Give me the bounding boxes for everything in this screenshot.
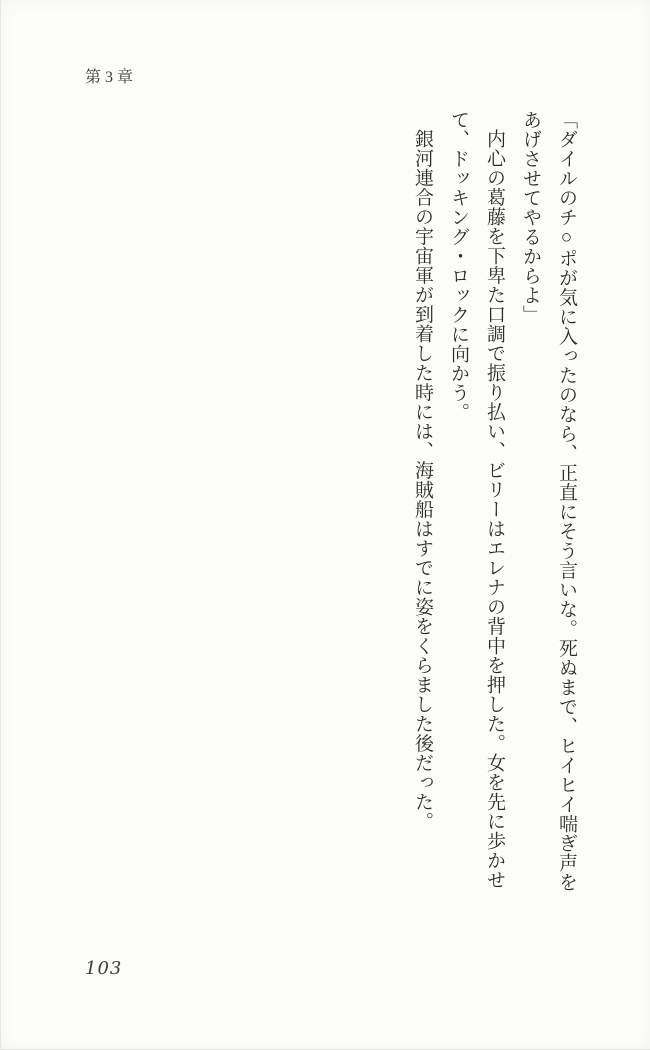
vertical-text-block [404, 110, 584, 910]
paragraph-narration-2: 銀河連合の宇宙軍が到着した時には、海賊船はすでに姿をくらました後だった。 [412, 129, 433, 831]
chapter-header: 第3章 [85, 69, 138, 86]
paragraph-narration-1: 内心の葛藤を下卑た口調で振り払い、ビリーはエレナの背中を押した。女を先に歩かせて、ドッキング・ロックに向かう。 [448, 110, 505, 890]
page-number: 103 [85, 958, 123, 979]
paragraph-dialogue: 「ダイルのチ○ポが気に入ったのなら、正直にそう言いな。死ぬまで、ヒイヒイ喘ぎ声をあげさせてやるからよ」 [520, 110, 577, 892]
